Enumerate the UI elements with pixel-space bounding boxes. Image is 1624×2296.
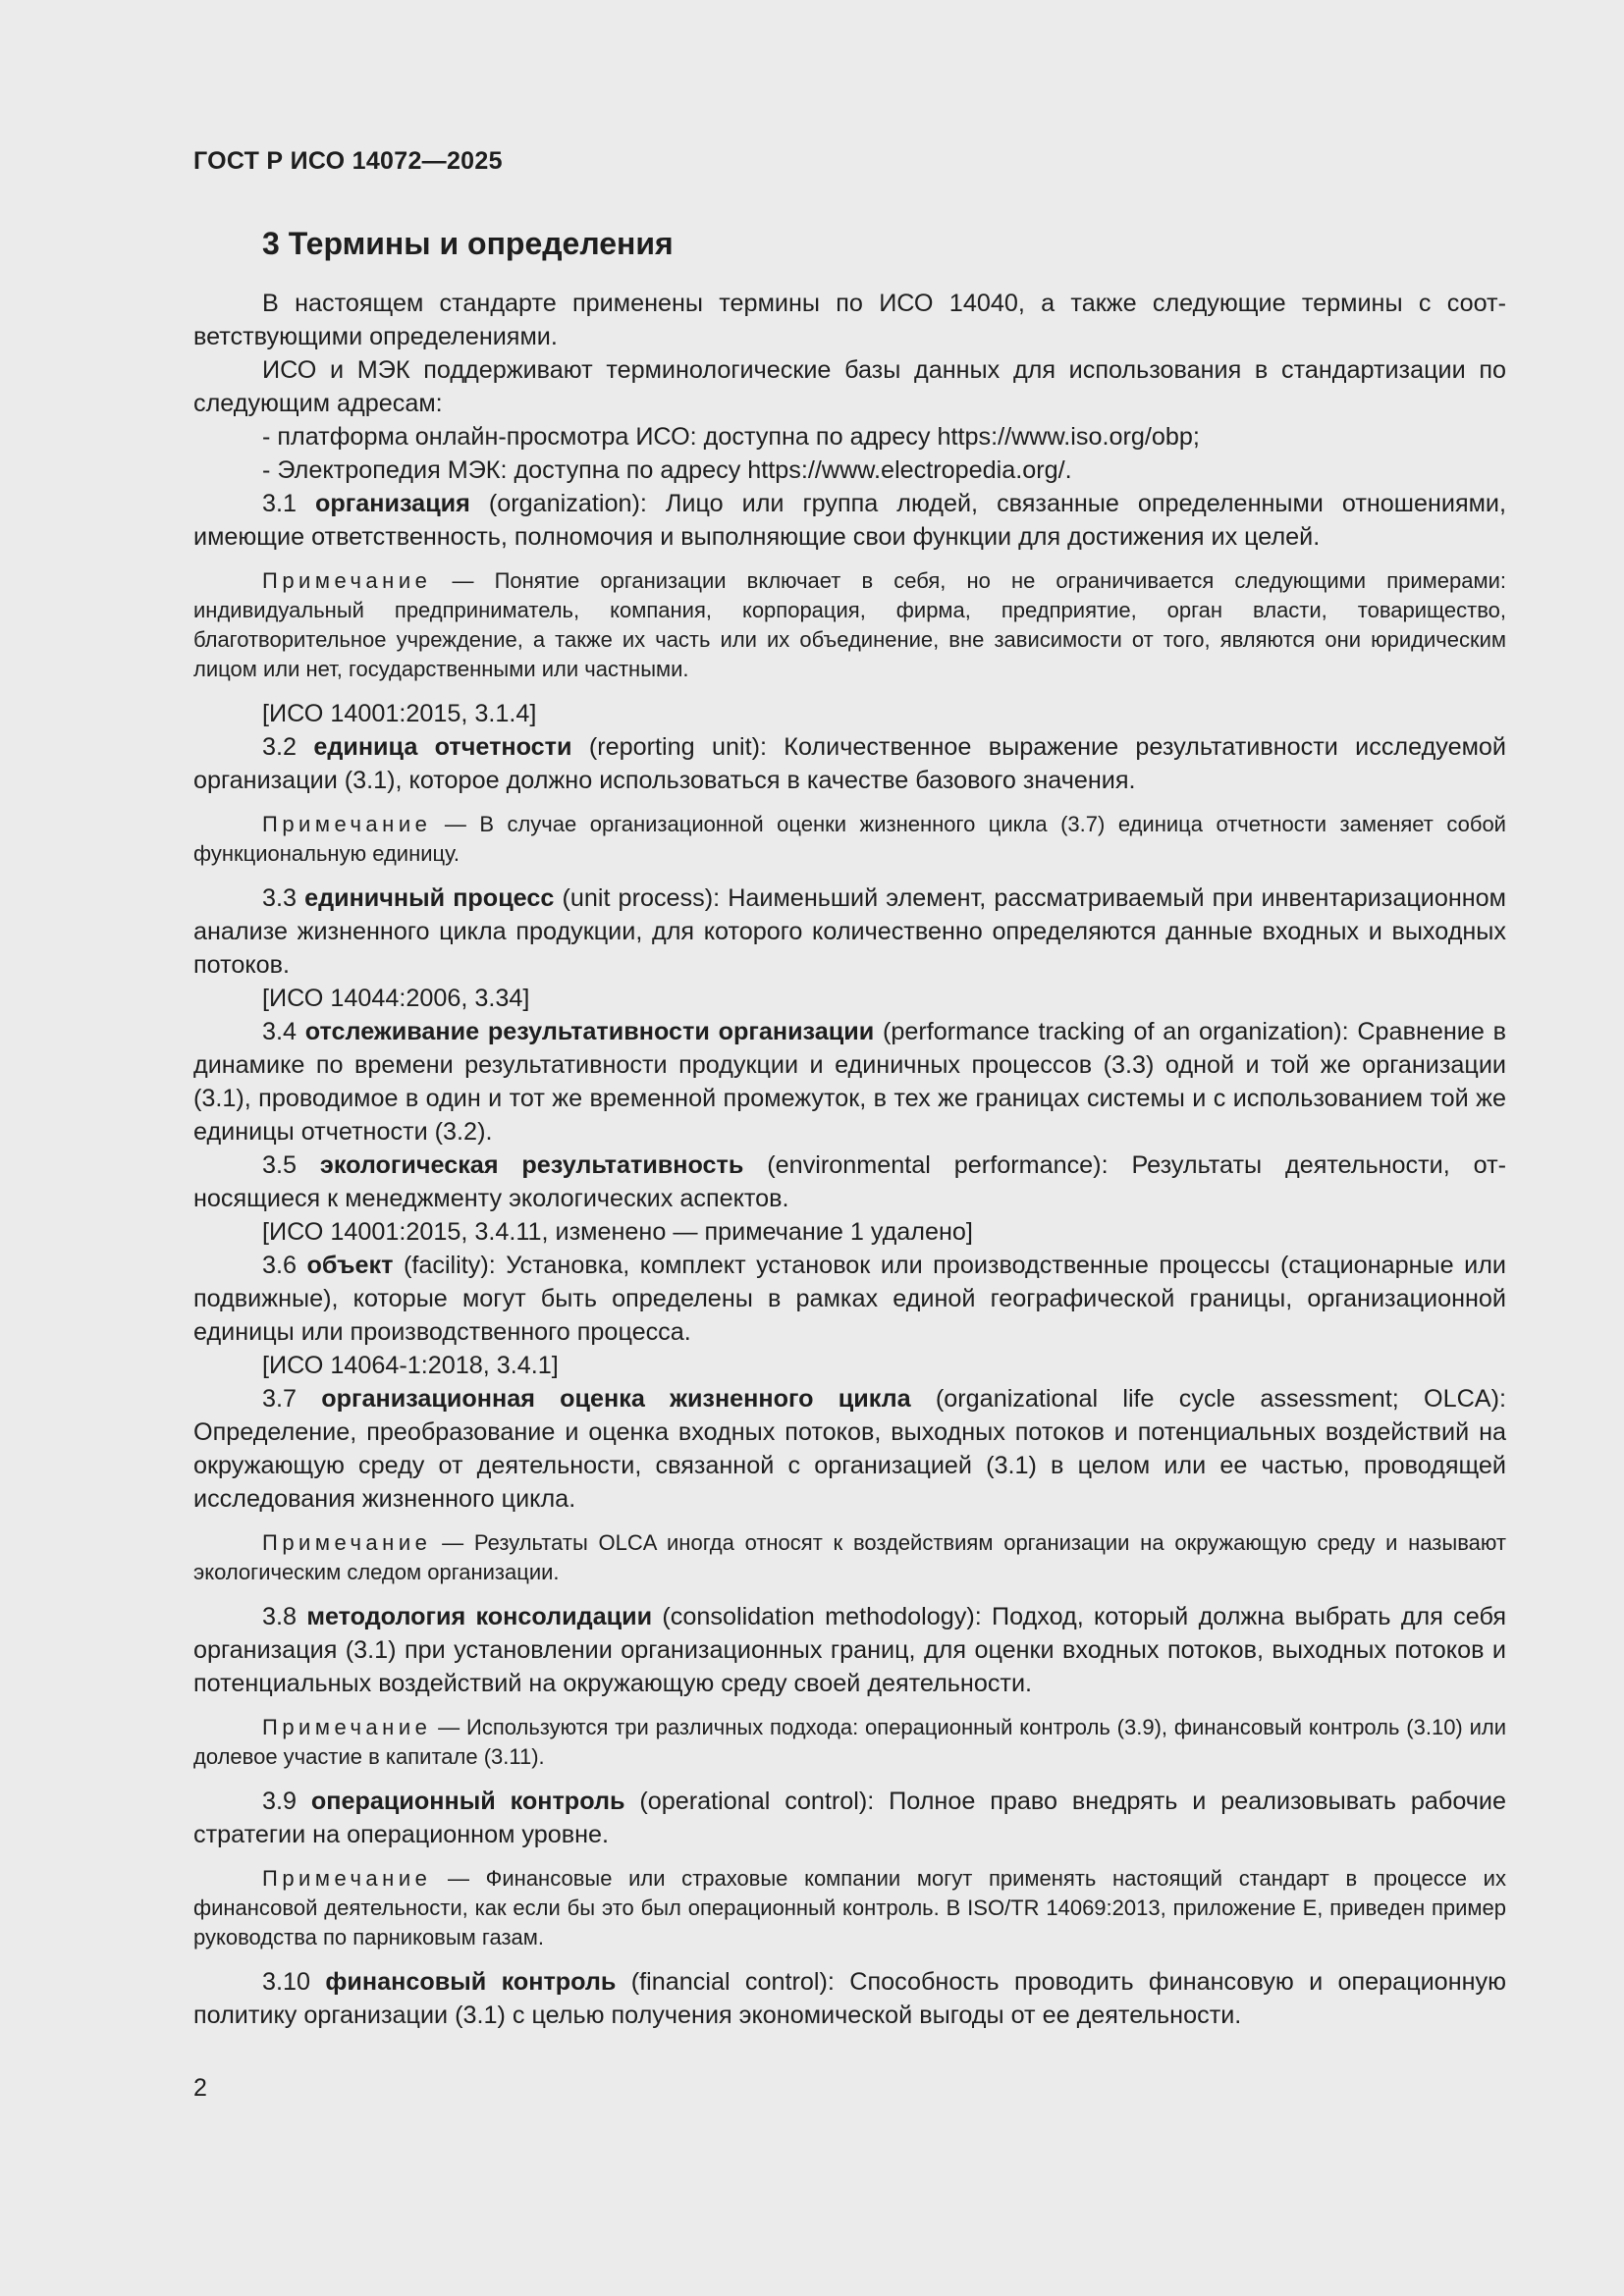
note-text: Результаты OLCA иногда относят к воздействиям организации на окружающую среду и называют экологическим следом организации. [193, 1530, 1506, 1584]
note-dash: — [452, 568, 474, 593]
note-text: Понятие организации включает в себя, но не ограничивается следующими примерами: индивидуальный предприниматель, компания, корпорация, фирма, предприятие, орган власти, товарищество, благотворительное учреждение, а также их часть или их объединение, вне зависимости от того, являются они юридическим лицом или нет, государственными или частными. [193, 568, 1506, 681]
document-header: ГОСТ Р ИСО 14072—2025 [193, 147, 503, 175]
note [193, 810, 1506, 869]
source-reference: [ИСО 14044:2006, 3.34] [262, 985, 530, 1012]
source-reference: [ИСО 14001:2015, 3.4.11, изменено — примечание 1 удалено] [262, 1218, 973, 1246]
note-text: В случае организационной оценки жизненного цикла (3.7) единица отчетности заменяет собой функциональную единицу. [193, 812, 1506, 866]
note-dash: — [448, 1866, 469, 1891]
note-label: Примечание [262, 1866, 432, 1891]
term-number: 3.9 [262, 1788, 298, 1815]
term-definition [193, 1382, 1506, 1516]
note [193, 566, 1506, 684]
term-text: (financial control): Способность проводить финансовую и операционную политику организации (3.1) с целью получения экономической выгоды от ее деятельности. [193, 1968, 1506, 2029]
list-item: - платформа онлайн-просмотра ИСО: доступна по адресу https://www.iso.org/obp; [262, 423, 1200, 451]
source-reference: [ИСО 14001:2015, 3.1.4] [262, 700, 537, 727]
note [193, 1864, 1506, 1952]
term-name: объект [306, 1252, 394, 1279]
term-definition [193, 1785, 1506, 1851]
term-number: 3.3 [262, 884, 298, 912]
term-text: (facility): Установка, комплект установок или производственные процессы (стационарные или подвижные), которые могут быть определены в рамках единой географической границы, организационной единицы или производственного процесса. [193, 1252, 1507, 1346]
note-dash: — [438, 1715, 460, 1739]
note-dash: — [444, 812, 466, 836]
term-definition [193, 730, 1506, 797]
term-name: методология консолидации [306, 1603, 653, 1630]
term-definition [193, 1148, 1506, 1215]
term-text: (performance tracking of an organization): Сравнение в динамике по времени результативности продукции и единичных процессов (3.3) одной и той же организации (3.1), проводимое в один и тот же временной промежуток, в тех же границах системы и с использованием той же единицы отчетности (3.2). [193, 1018, 1506, 1146]
term-name: единичный процесс [304, 884, 555, 912]
section-title: 3 Термины и определения [262, 226, 674, 261]
source-reference: [ИСО 14064-1:2018, 3.4.1] [262, 1352, 559, 1379]
term-name: финансовый контроль [325, 1968, 617, 1996]
term-number: 3.4 [262, 1018, 298, 1045]
term-name: организация [315, 490, 470, 517]
term-number: 3.8 [262, 1603, 298, 1630]
term-text: (environmental performance): Результаты деятельности, относящиеся к менеджменту экологических аспектов. [193, 1151, 1507, 1212]
list-item: - Электропедия МЭК: доступна по адресу https://www.electropedia.org/. [262, 456, 1072, 484]
note-text: Используются три различных подхода: операционный контроль (3.9), финансовый контроль (3.10) или долевое участие в капитале (3.11). [193, 1715, 1506, 1769]
note-text: Финансовые или страховые компании могут применять настоящий стандарт в процессе их финансовой деятельности, как если бы это был операционный контроль. В ISO/TR 14069:2013, приложение E, приведен пример руководства по парниковым газам. [193, 1866, 1506, 1949]
term-name: экологическая результативность [319, 1151, 744, 1179]
term-name: организационная оценка жизненного цикла [321, 1385, 911, 1413]
note-label: Примечание [262, 568, 432, 593]
term-definition [193, 1600, 1506, 1700]
term-text: (consolidation methodology): Подход, который должна выбрать для себя организация (3.1) при установлении организационных границ, для оценки входных потоков, выходных потоков и потенциальных воздействий на окружающую среду своей деятельности. [193, 1603, 1507, 1697]
term-number: 3.1 [262, 490, 298, 517]
term-definition [193, 1965, 1506, 2032]
term-definition [193, 1015, 1506, 1148]
intro-paragraph: В настоящем стандарте применены термины по ИСО 14040, а также следующие термины с соответствующими определениями. [193, 290, 1506, 350]
term-number: 3.2 [262, 733, 298, 761]
term-text: (operational control): Полное право внедрять и реализовывать рабочие стратегии на операционном уровне. [193, 1788, 1506, 1848]
term-number: 3.7 [262, 1385, 298, 1413]
term-text: (organizational life cycle assessment; OLCA): Определение, преобразование и оценка входных потоков, выходных потоков и потенциальных воздействий на окружающую среду от деятельности, связанной с организацией (3.1) в целом или ее частью, проводящей исследования жизненного цикла. [193, 1385, 1506, 1513]
term-number: 3.10 [262, 1968, 311, 1996]
note [193, 1713, 1506, 1772]
page-number: 2 [193, 2074, 207, 2102]
note-dash: — [442, 1530, 464, 1555]
note [193, 1528, 1506, 1587]
note-label: Примечание [262, 1530, 432, 1555]
term-number: 3.5 [262, 1151, 298, 1179]
term-text: (unit process): Наименьший элемент, рассматриваемый при инвентаризационном анализе жизненного цикла продукции, для которого количественно определяются данные входных и выходных потоков. [193, 884, 1506, 979]
term-name: единица отчетности [313, 733, 572, 761]
term-name: операционный контроль [310, 1788, 625, 1815]
term-text: (reporting unit): Количественное выражение результативности исследуемой организации (3.1), которое должно использоваться в качестве базового значения. [193, 733, 1506, 794]
note-label: Примечание [262, 812, 432, 836]
intro-paragraph: ИСО и МЭК поддерживают терминологические базы данных для использования в стандартизации по следующим адресам: [193, 356, 1506, 417]
term-name: отслеживание результативности организации [304, 1018, 875, 1045]
note-label: Примечание [262, 1715, 432, 1739]
term-text: (organization): Лицо или группа людей, связанные определенными отношениями, имеющие ответственность, полномочия и выполняющие свои функции для достижения их целей. [193, 490, 1507, 551]
document-body [193, 287, 1506, 2032]
term-definition [193, 881, 1506, 982]
term-number: 3.6 [262, 1252, 298, 1279]
term-definition [193, 1249, 1506, 1349]
term-definition [193, 487, 1506, 554]
